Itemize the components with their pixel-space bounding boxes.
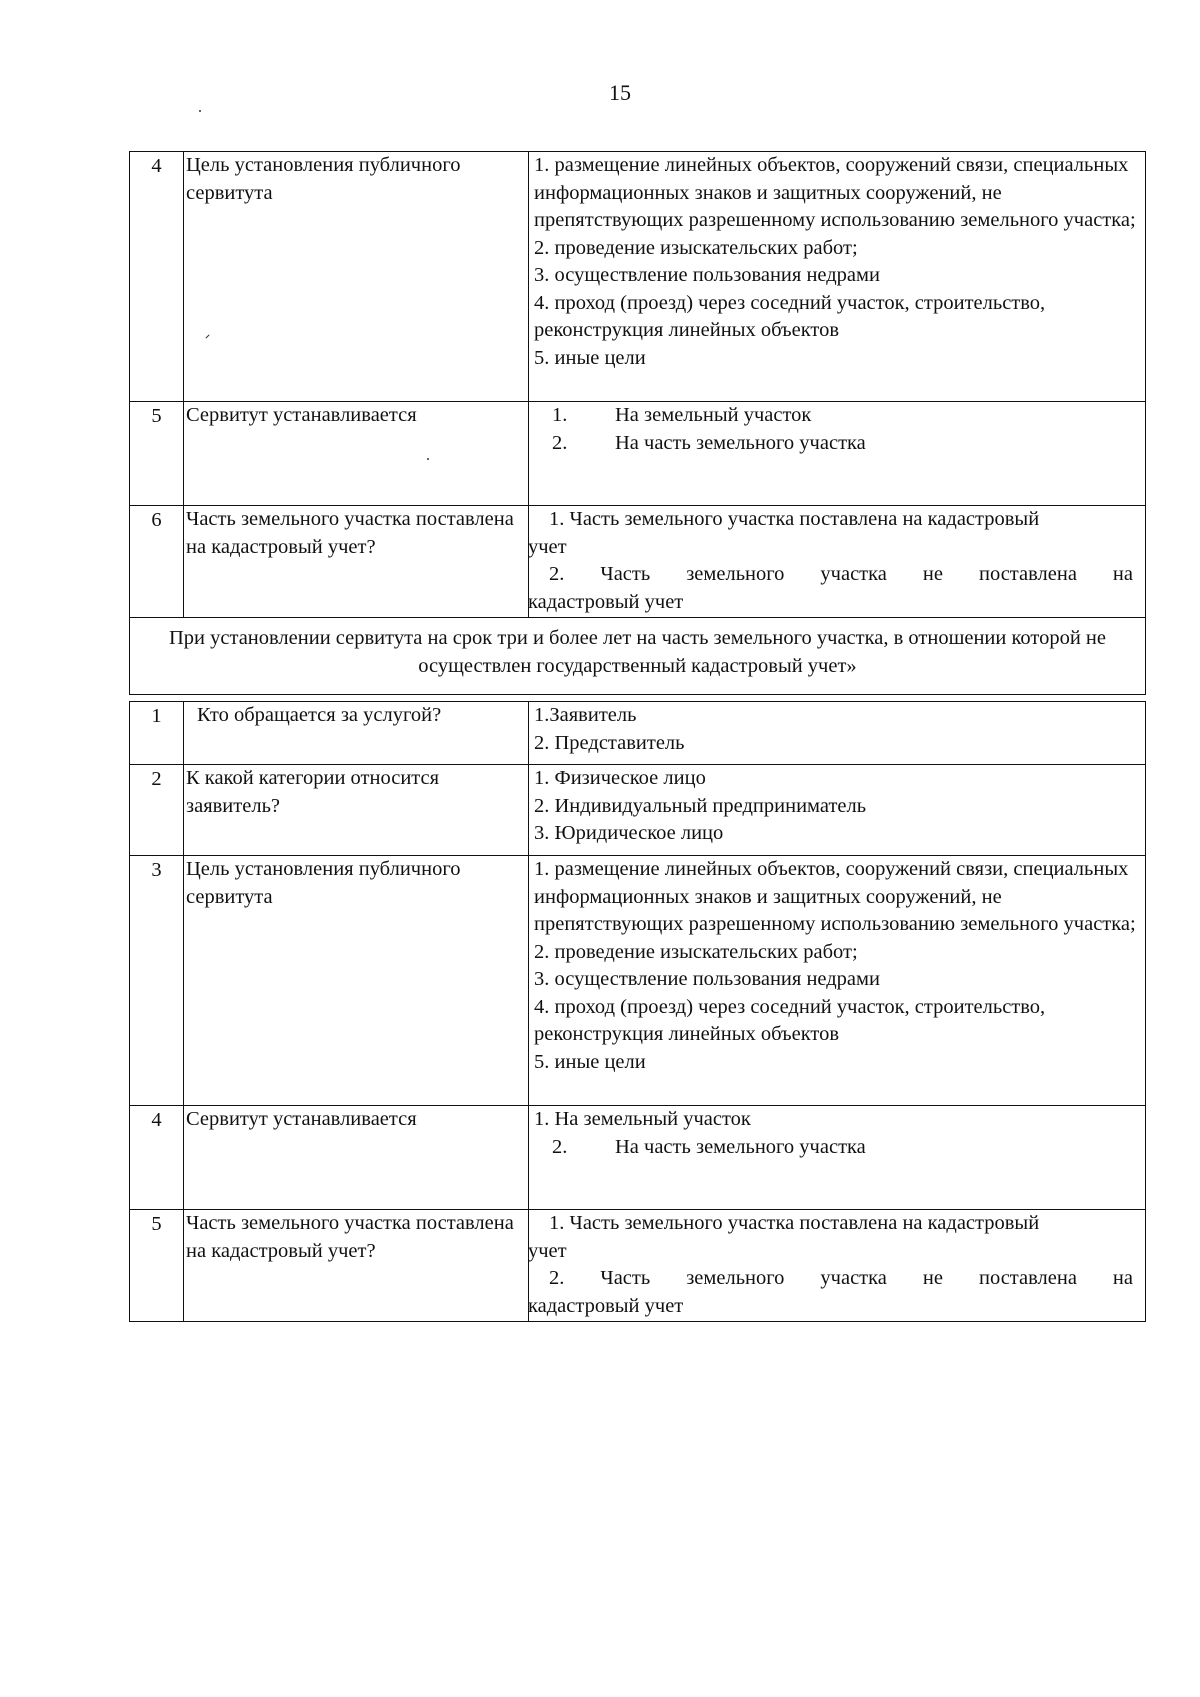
question-cell: Часть земельного участка поставлена на кадастровый учет? xyxy=(184,506,529,618)
answer-option: 2. проведение изыскательских работ; xyxy=(534,236,858,259)
answer-option xyxy=(534,430,1143,458)
answer-option: 5. иные цели xyxy=(534,1050,646,1073)
question-cell: Сервитут устанавливается xyxy=(184,402,529,506)
row-number: 1 xyxy=(130,702,184,765)
answer-option: 2. Индивидуальный предприниматель xyxy=(534,794,867,817)
question-cell: Цель установления публичного сервитута xyxy=(184,856,529,1106)
answer-option: 1. Физическое лицо xyxy=(534,767,706,789)
question-cell: Сервитут устанавливается xyxy=(184,1106,529,1210)
answer-options xyxy=(529,702,1146,765)
table-row xyxy=(130,506,1146,618)
answer-options xyxy=(529,1106,1146,1210)
answer-option: 2. Представитель xyxy=(534,731,685,754)
answer-option: 1.Заявитель xyxy=(534,704,637,726)
section-heading: При установлении сервитута на срок три и более лет на часть земельного участка, в отношении которой не осуществлен государственный кадастровый учет» xyxy=(130,618,1146,695)
answer-options xyxy=(529,402,1146,506)
answer-options xyxy=(529,506,1146,618)
answer-options xyxy=(529,152,1146,402)
answer-option: 2. проведение изыскательских работ; xyxy=(534,940,858,963)
answer-option: 3. Юридическое лицо xyxy=(534,822,724,844)
page-number: 15 xyxy=(609,80,631,105)
answer-option: 1. размещение линейных объектов, сооружений связи, специальных информационных знаков и защитных сооружений, не препятствующих разрешенному использованию земельного участка; xyxy=(534,858,1136,935)
table-row xyxy=(130,856,1146,1106)
question-cell: Цель установления публичного сервитута xyxy=(184,152,529,402)
answer-option: 1. Часть земельного участка поставлена на кадастровый xyxy=(549,1212,1040,1234)
question-cell: Часть земельного участка поставлена на кадастровый учет? xyxy=(184,1210,529,1322)
row-number: 6 xyxy=(130,506,184,618)
answer-options xyxy=(529,1210,1146,1322)
answer-option: 3. осуществление пользования недрами xyxy=(534,264,880,286)
table-row xyxy=(130,402,1146,506)
row-number: 5 xyxy=(130,402,184,506)
table-row xyxy=(130,1106,1146,1210)
answer-option-continuation: учет xyxy=(528,535,567,558)
answer-option: 3. осуществление пользования недрами xyxy=(534,968,880,990)
answer-option: 4. проход (проезд) через соседний участок, строительство, реконструкция линейных объектов xyxy=(534,995,1046,1045)
row-number: 4 xyxy=(130,1106,184,1210)
answer-option: 1. размещение линейных объектов, сооружений связи, специальных информационных знаков и защитных сооружений, не препятствующих разрешенному использованию земельного участка; xyxy=(534,154,1136,231)
table-row xyxy=(130,765,1146,856)
answer-options xyxy=(529,856,1146,1106)
row-number: 5 xyxy=(130,1210,184,1322)
answer-options xyxy=(529,765,1146,856)
question-cell: Кто обращается за услугой? xyxy=(184,702,529,765)
answer-option: 1. Часть земельного участка поставлена на кадастровый xyxy=(549,508,1040,530)
answer-option xyxy=(534,1134,1143,1162)
table-row xyxy=(130,152,1146,402)
answer-option: 5. иные цели xyxy=(534,346,646,369)
answer-option: 4. проход (проезд) через соседний участок, строительство, реконструкция линейных объектов xyxy=(534,291,1046,341)
option-number: 1. xyxy=(552,404,568,426)
table-row xyxy=(130,1210,1146,1322)
option-text: На земельный участок xyxy=(615,404,812,426)
service-questions-table-part1 xyxy=(129,151,1146,695)
question-cell: К какой категории относится заявитель? xyxy=(184,765,529,856)
row-number: 3 xyxy=(130,856,184,1106)
section-heading-row xyxy=(130,618,1146,695)
option-number: 2. xyxy=(552,1135,568,1158)
service-questions-table-part2 xyxy=(129,701,1146,1322)
row-number: 4 xyxy=(130,152,184,402)
option-text: На часть земельного участка xyxy=(615,1135,866,1158)
answer-option: 2. Часть земельного участка не поставлена на xyxy=(549,1267,1133,1289)
option-text: На часть земельного участка xyxy=(615,431,866,454)
answer-option xyxy=(534,402,1143,430)
answer-option: 2. Часть земельного участка не поставлена на xyxy=(549,563,1133,585)
table-row xyxy=(130,702,1146,765)
answer-option-continuation: кадастровый учет xyxy=(528,590,684,613)
answer-option-continuation: кадастровый учет xyxy=(528,1294,684,1317)
answer-option-continuation: учет xyxy=(528,1239,567,1262)
option-number: 2. xyxy=(552,431,568,454)
answer-option: 1. На земельный участок xyxy=(534,1108,751,1130)
row-number: 2 xyxy=(130,765,184,856)
scan-speck xyxy=(199,110,201,112)
